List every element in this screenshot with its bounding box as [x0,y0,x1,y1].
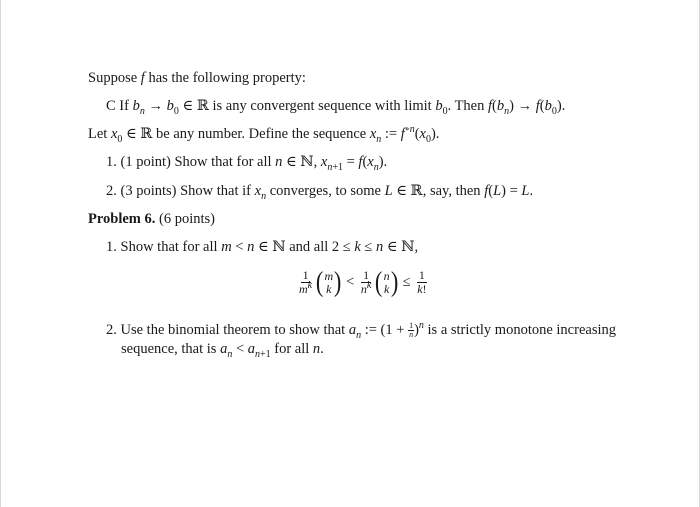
frac-1-over-k-factorial: $\frac{1}{k!}$ [417,268,427,297]
property-c-line: C If $b_n \to b_0$ ∈ ℝ is any convergent sequence with limit $b_0$. Then $f(b_n) \to f(b_0)$. [106,98,566,117]
p6-item-1: 1. Show that for all m < n ∈ ℕ and all 2 ≤ k ≤ n ∈ ℕ, [106,239,419,255]
let-line: Let $x_0$ ∈ ℝ be any number. Define the sequence $x_n$ := $f^{\circ n}(x_0)$. [88,124,440,145]
p6-item-2-line-1: 2. Use the binomial theorem to show that $a_n$ := (1 + $\frac{1}{n}$ )$^n$ is a strictly monotone increasing [106,320,616,341]
problem-points: (6 points) [159,211,215,227]
inequality-display: $\frac{1}{m^k}$ ( m k ) < $\frac{1}{n^k}$ ( n k ) ≤ $\frac{1}{k!}$ [299,266,427,298]
p6-item-2-line-2: sequence, that is $a_n < a_{n+1}$ for all n. [121,341,324,360]
frac-1-over-n-k: $\frac{1}{n^k}$ [360,268,372,297]
frac-1-over-m-k: $\frac{1}{m^k}$ [299,268,313,297]
item-1: 1. (1 point) Show that for all n ∈ ℕ, $x_{n+1} = f(x_n)$. [106,154,388,173]
problem-6-heading [88,210,215,228]
page-border-left [0,0,1,507]
item-2: 2. (3 points) Show that if $x_n$ converges, to some L ∈ ℝ, say, then f(L) = L. [106,183,534,202]
intro-line: Suppose f has the following property: [88,70,306,86]
problem-title: Problem 6. [88,211,156,227]
binom-n-k: ( n k ) [375,266,399,298]
binom-m-k: ( m k ) [316,266,342,298]
